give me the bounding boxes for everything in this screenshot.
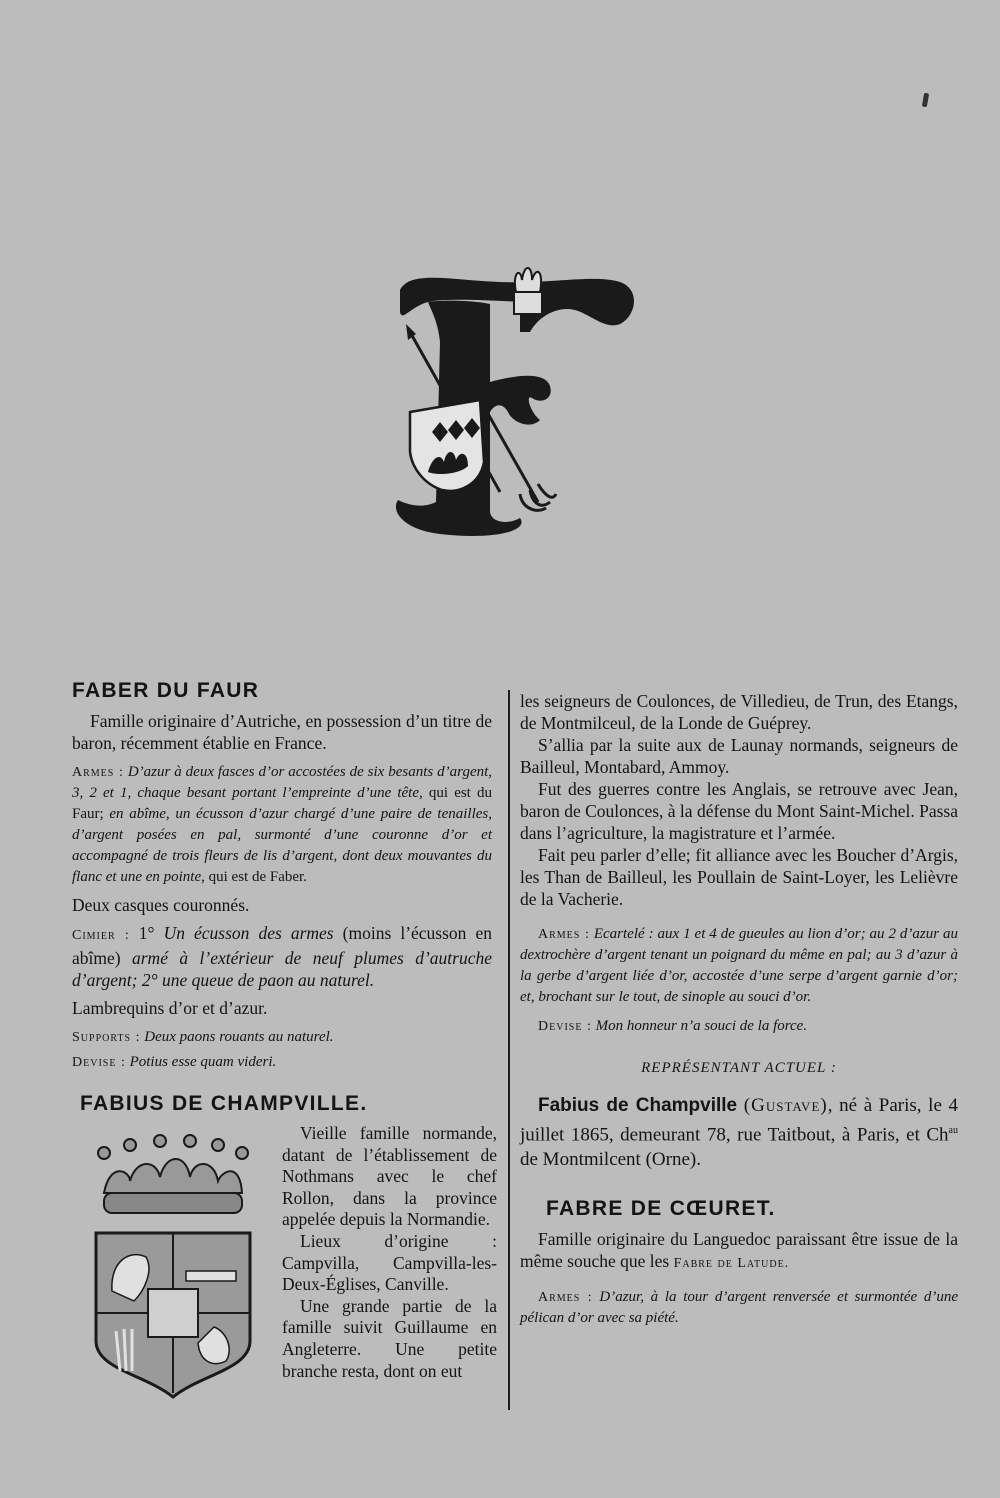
entry-title-faber-du-faur: FABER DU FAUR [72,679,260,702]
faber-devise: Devise : Potius esse quam videri. [72,1054,277,1070]
devise-label: Devise : [72,1055,126,1070]
entry-title-fabre-de-coeuret: FABRE DE CŒURET. [546,1197,776,1221]
fabius-block [72,1123,497,1413]
fabius-armes: Armes : Ecartelé : aux 1 et 4 de gueules au lion d’or; au 2 d’azur au dextrochère d’argent tenant un poignard du même en pal; au 3 d’azur à la gerbe d’argent liée d’or, accostée d’une serpe d’argent garnie d’or; et, brochant sur le tout, de sinople au souci d’or. [520,926,958,1005]
armes-label: Armes : [72,765,124,780]
fabius-p2: Lieux d’origine : Campvilla, Campvilla-les-Deux-Églises, Canville. [282,1230,497,1295]
fabius-p1: Vieille famille normande, datant de l’établissement de Nothmans avec le chef Rollon, dans la province appelée depuis la Normandie. [282,1123,497,1230]
fabius-alliances-2: Fait peu parler d’elle; fit alliance avec les Boucher d’Argis, les Than de Bailleul, les Poullain de Saint-Loyer, les Lelièvre de la Vacherie. [520,845,958,909]
representant-title: REPRÉSENTANT ACTUEL : [641,1060,837,1076]
fabre-armes: Armes : D’azur, à la tour d’argent renversée et surmontée d’une pélican d’or avec sa piété. [520,1289,959,1327]
fabius-continuation: les seigneurs de Coulonces, de Villedieu, de Trun, des Etangs, de Montmilceul, de la Londe de Guéprey. [520,691,958,733]
faber-supports: Supports : Deux paons rouants au naturel. [72,1029,334,1045]
right-column [520,690,958,1329]
ink-speck [922,93,929,108]
fabre-intro: Famille originaire du Languedoc paraissant être issue de la même souche que les Fabre de Latude. [520,1229,958,1272]
fabius-guerres: Fut des guerres contre les Anglais, se retrouve avec Jean, baron de Coulonces, à la défense du Mont Saint-Michel. Passa dans l’agriculture, la magistrature et l’armée. [520,779,958,843]
faber-lambrequins: Lambrequins d’or et d’azur. [72,998,268,1018]
representant-text: Fabius de Champville (Gustave), né à Paris, le 4 juillet 1865, demeurant 78, rue Taitbout, à Paris, et $Ch^{au}$ de Montmilcent (Orne). [520,1095,959,1171]
fabius-alliance: S’allia par la suite aux de Launay normands, seigneurs de Bailleul, Montabard, Ammoy. [520,735,958,777]
faber-casques: Deux casques couronnés. [72,895,250,915]
armes-label: Armes : [538,927,590,942]
left-column [72,678,497,1413]
faber-cimier: Cimier : 1° Un écusson des armes (moins l’écusson en abîme) armé à l’extérieur de neuf plumes d’autruche d’argent; 2° une queue de paon au naturel. [72,923,492,990]
armes-label: Armes : [538,1290,593,1306]
fabius-p3: Une grande partie de la famille suivit Guillaume en Angleterre. Une petite branche resta, dont on eut [282,1295,497,1381]
cimier-label: Cimier : [72,928,130,943]
devise-label: Devise : [538,1019,592,1034]
faber-intro: Famille originaire d’Autriche, en possession d’un titre de baron, récemment établie en France. [72,711,492,753]
supports-label: Supports : [72,1030,141,1045]
column-divider [508,690,510,1410]
fabius-text [282,1123,497,1382]
fabius-devise: Devise : Mon honneur n’a souci de la force. [538,1018,808,1034]
faber-armes: Armes : D’azur à deux fasces d’or accostées de six besants d’argent, 3, 2 et 1, chaque besant portant l’empreinte d’une tête, qui est du Faur; en abîme, un écusson d’azur chargé d’une paire de tenailles, d’argent posées en pal, surmonté d’une couronne d’or et accompagné de trois fleurs de lis d’argent, dont deux mouvantes du flanc et une en pointe, qui est de Faber. [72,764,493,885]
representant-name: Fabius de Champville [538,1095,738,1116]
coat-of-arms-image [90,1131,256,1399]
entry-title-fabius-de-champville: FABIUS DE CHAMPVILLE. [80,1092,368,1115]
ornamental-letter-f [380,262,640,542]
